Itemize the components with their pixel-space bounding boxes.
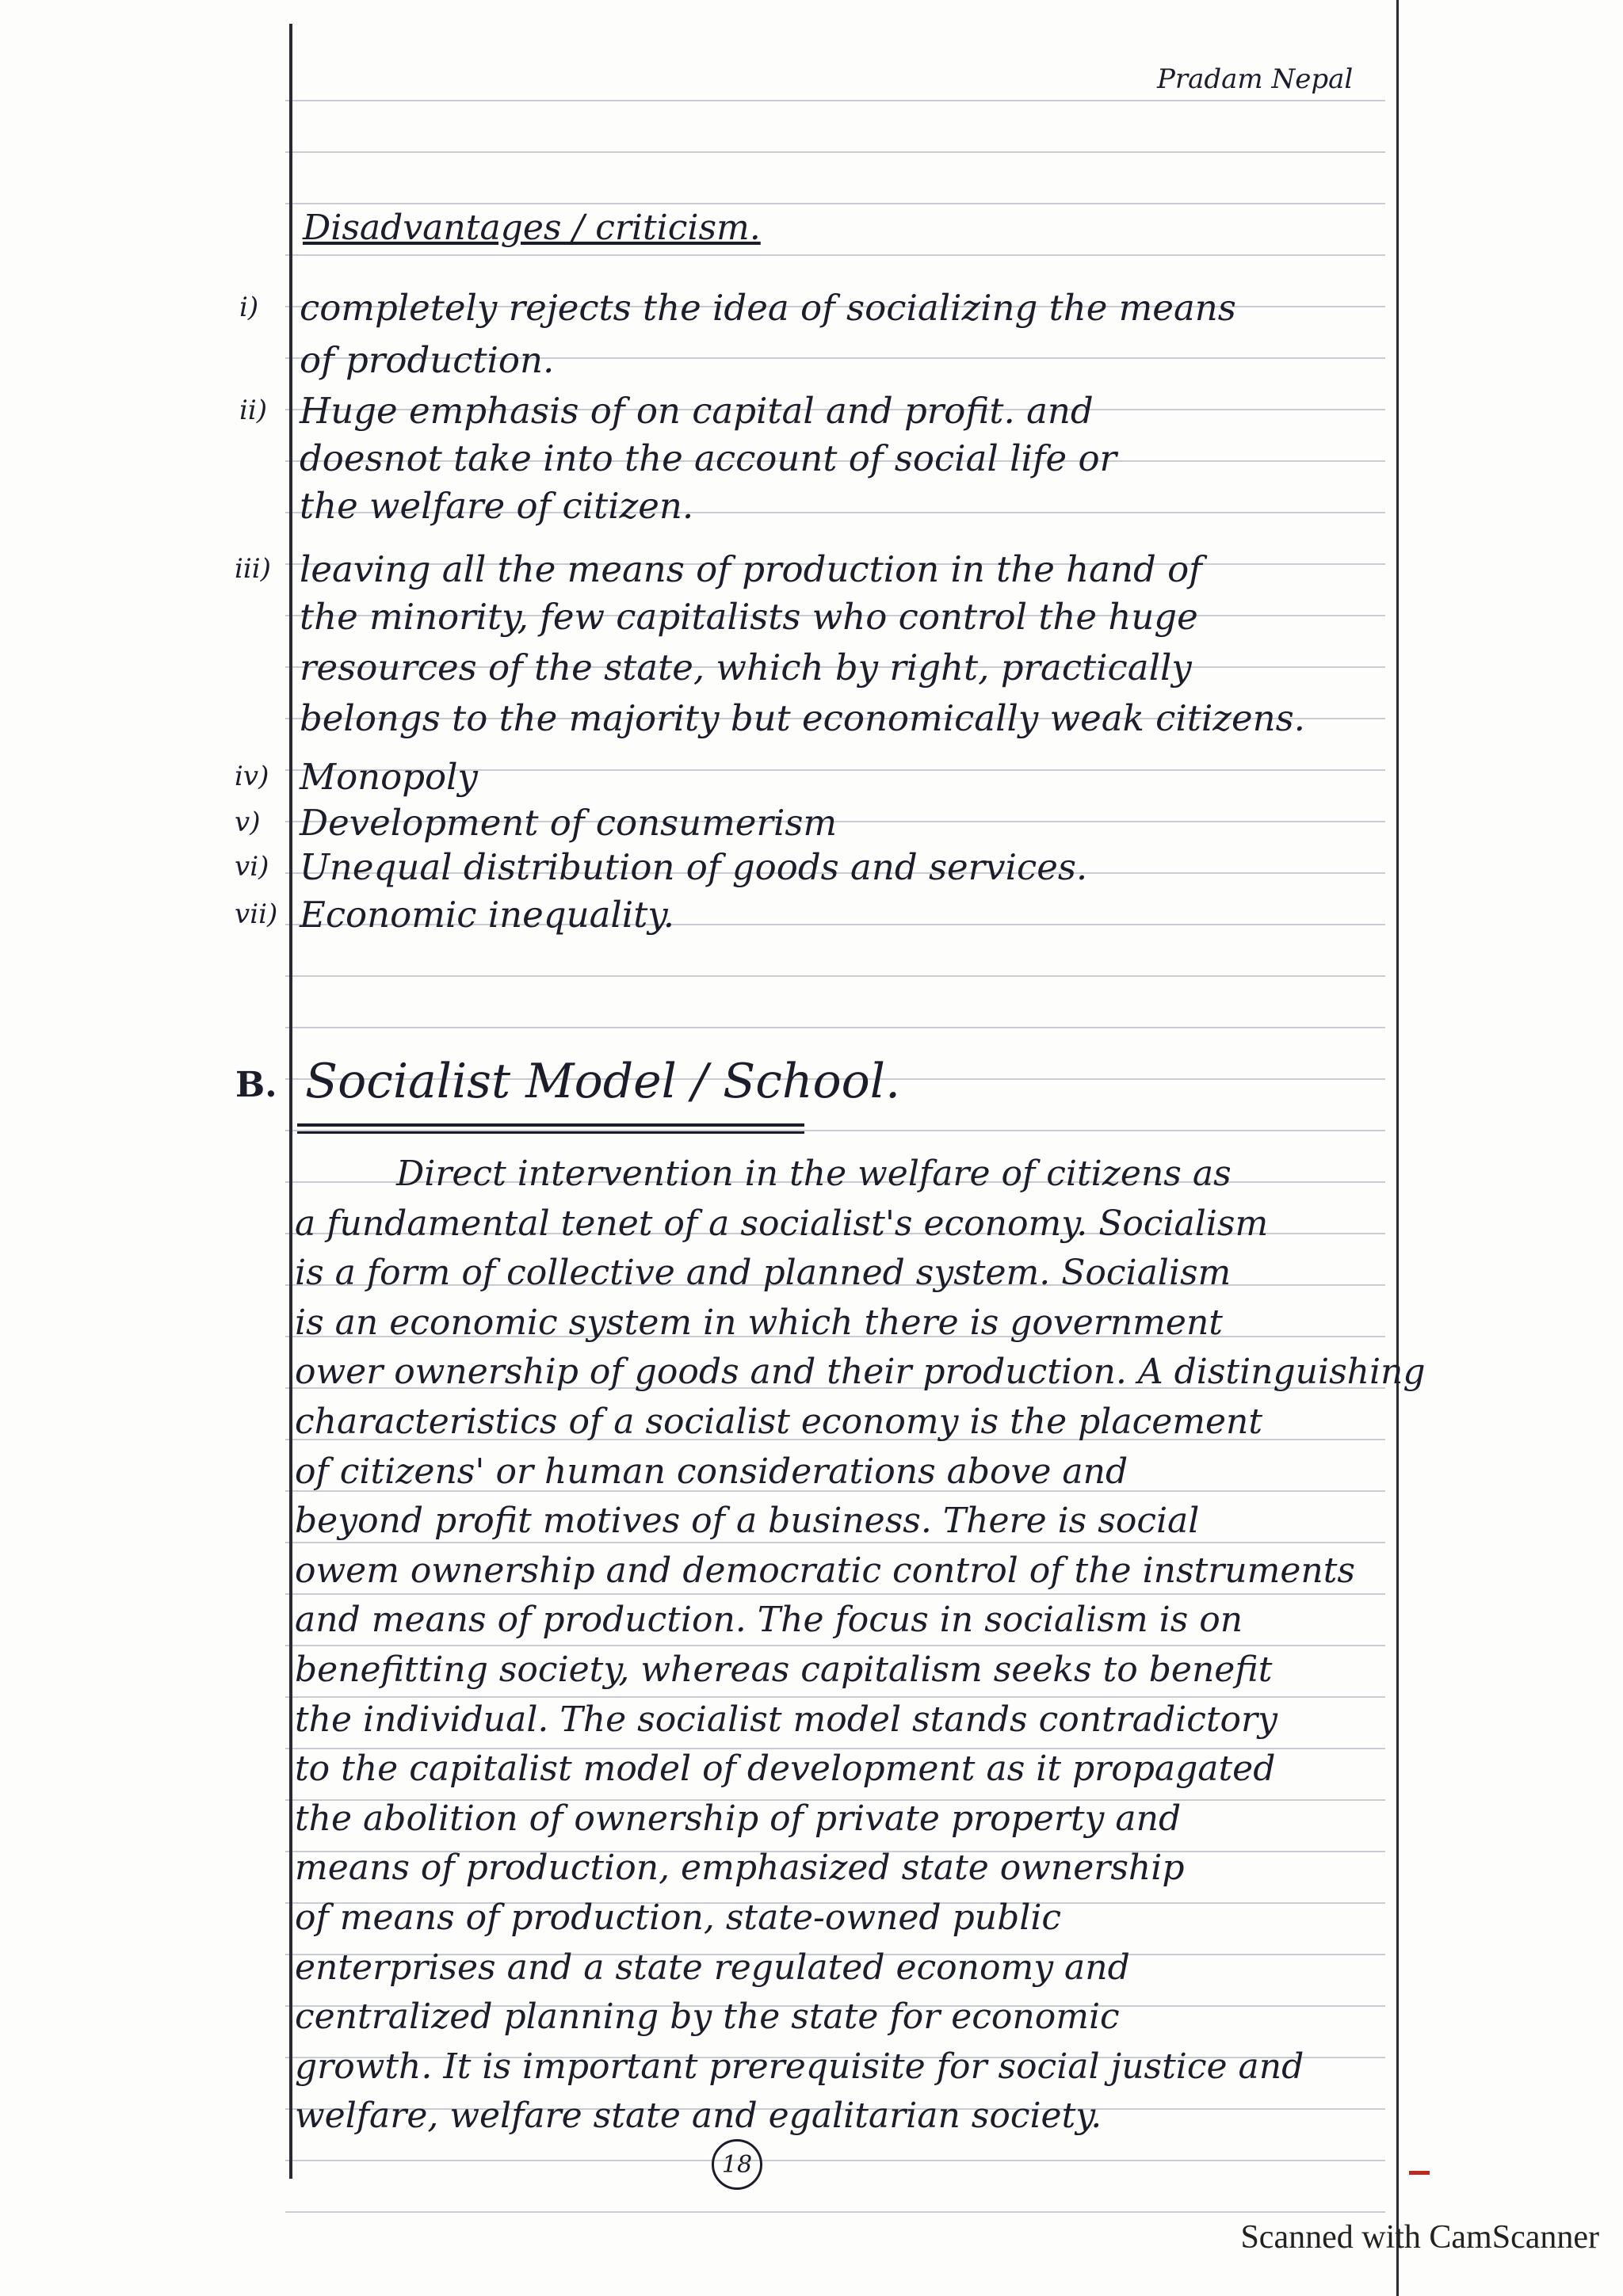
disadvantage-line: completely rejects the idea of socializing the means <box>300 287 1236 329</box>
paragraph-line: is an economic system in which there is government <box>295 1302 1223 1343</box>
socialist-title: Socialist Model / School. <box>305 1054 901 1109</box>
item-number: v) <box>235 807 261 838</box>
author-name: Pradam Nepal <box>1157 63 1354 95</box>
ruled-line <box>285 203 1385 204</box>
paragraph-line: owem ownership and democratic control of the instruments <box>295 1550 1355 1591</box>
disadvantage-line: Economic inequality. <box>300 894 675 936</box>
paragraph-line: the individual. The socialist model stands contradictory <box>295 1699 1277 1740</box>
item-number: ii) <box>239 395 268 426</box>
disadvantage-line: Unequal distribution of goods and services. <box>300 846 1088 888</box>
item-number: i) <box>239 292 259 323</box>
paragraph-line: ower ownership of goods and their production. A distinguishing <box>295 1352 1426 1392</box>
item-number: iii) <box>235 553 271 585</box>
disadvantage-line: the minority, few capitalists who control the huge <box>300 596 1198 638</box>
socialist-heading <box>235 1054 901 1109</box>
paragraph-line: welfare, welfare state and egalitarian society. <box>295 2096 1102 2136</box>
paragraph-line: of means of production, state-owned public <box>295 1897 1062 1938</box>
ruled-line <box>285 151 1385 153</box>
heading-underline <box>297 1123 804 1127</box>
ruled-line <box>285 2160 1385 2161</box>
paragraph-line: characteristics of a socialist economy is the placement <box>295 1402 1263 1442</box>
red-mark <box>1409 2171 1430 2175</box>
paragraph-line: beyond profit motives of a business. There is social <box>295 1501 1200 1541</box>
paragraph-line: means of production, emphasized state ownership <box>295 1848 1185 1888</box>
ruled-line <box>285 1542 1385 1543</box>
heading-underline-2 <box>297 1131 804 1134</box>
page-number: 18 <box>712 2139 762 2190</box>
camscanner-watermark: Scanned with CamScanner <box>1240 2219 1599 2256</box>
paragraph-line: the abolition of ownership of private property and <box>295 1798 1182 1839</box>
page-edge <box>1396 0 1399 2296</box>
disadvantage-line: Monopoly <box>300 756 478 798</box>
paragraph-line: growth. It is important prerequisite for social justice and <box>295 2046 1304 2087</box>
ruled-line <box>285 100 1385 101</box>
ruled-line <box>285 1593 1385 1595</box>
section-label: B. <box>235 1065 277 1105</box>
paragraph-line: to the capitalist model of development as it propagated <box>295 1749 1276 1789</box>
ruled-line <box>285 1027 1385 1028</box>
paragraph-line: a fundamental tenet of a socialist's economy. Socialism <box>295 1203 1269 1244</box>
ruled-line <box>285 1696 1385 1698</box>
paragraph-line: benefitting society, whereas capitalism seeks to benefit <box>295 1650 1273 1690</box>
paragraph-line: of citizens' or human considerations above and <box>295 1451 1128 1492</box>
ruled-line <box>285 2211 1385 2213</box>
paragraph-line: centralized planning by the state for economic <box>295 1997 1120 2037</box>
disadvantage-line: doesnot take into the account of social life or <box>300 437 1117 479</box>
disadvantage-line: of production. <box>300 339 555 381</box>
paragraph-line: and means of production. The focus in socialism is on <box>295 1600 1243 1640</box>
paragraph-line: enterprises and a state regulated economy and <box>295 1947 1130 1988</box>
paragraph-line: Direct intervention in the welfare of citizens as <box>396 1154 1232 1194</box>
item-number: iv) <box>235 761 269 792</box>
disadvantage-line: Development of consumerism <box>300 802 838 844</box>
margin-line <box>289 24 292 2179</box>
disadvantage-line: belongs to the majority but economically weak citizens. <box>300 697 1305 739</box>
disadvantage-line: leaving all the means of production in the hand of <box>300 548 1202 590</box>
ruled-line <box>285 1645 1385 1646</box>
ruled-line <box>285 975 1385 977</box>
item-number: vii) <box>235 898 278 930</box>
ruled-line <box>285 254 1385 256</box>
paragraph-line: is a form of collective and planned system. Socialism <box>295 1253 1232 1293</box>
disadvantage-line: resources of the state, which by right, practically <box>300 646 1192 688</box>
disadvantages-heading: Disadvantages / criticism. <box>303 208 761 248</box>
disadvantage-line: Huge emphasis of on capital and profit. and <box>300 390 1094 432</box>
item-number: vi) <box>235 851 269 883</box>
disadvantage-line: the welfare of citizen. <box>300 485 694 527</box>
